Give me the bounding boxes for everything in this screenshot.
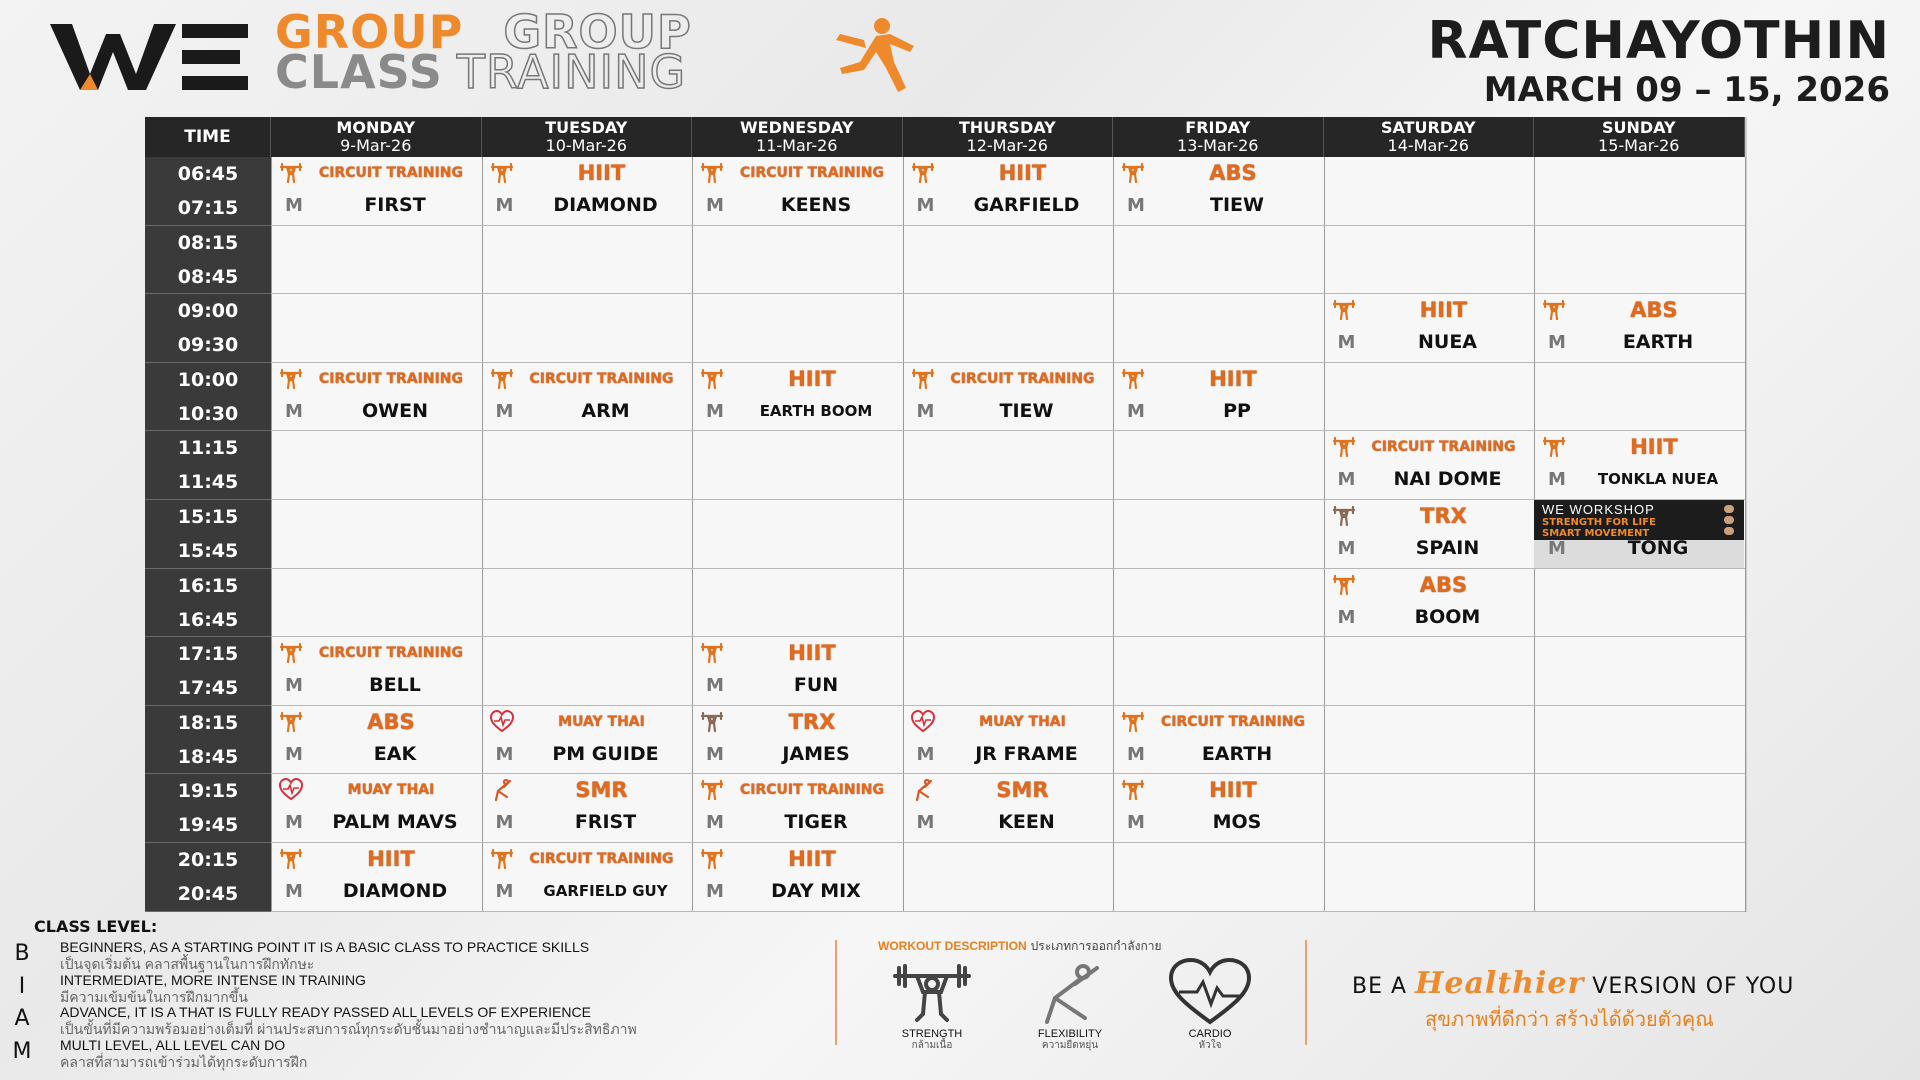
class-session[interactable] [1113, 363, 1323, 431]
class-session[interactable] [482, 363, 692, 431]
schedule-table [145, 117, 1747, 912]
class-session[interactable] [271, 706, 481, 774]
trainer-name: BELL [369, 674, 421, 697]
class-session[interactable] [1534, 294, 1744, 362]
grid-line [1745, 157, 1746, 912]
time-end: 16:45 [177, 608, 239, 631]
brand-title: GROUP GROUP CLASS TRAINING [275, 5, 692, 99]
strength-icon [1332, 298, 1356, 322]
class-name: SMR [996, 778, 1049, 803]
class-session[interactable] [482, 706, 692, 774]
class-name: ABS [367, 709, 415, 734]
strength-icon [1121, 778, 1145, 802]
time-slot [145, 431, 271, 500]
class-name: CIRCUIT TRAINING [950, 370, 1095, 387]
day-header-friday [1113, 117, 1324, 157]
class-name: MUAY THAI [558, 713, 645, 730]
day-date: 12-Mar-26 [966, 136, 1048, 155]
day-date: 15-Mar-26 [1598, 136, 1680, 155]
day-date: 10-Mar-26 [545, 136, 627, 155]
trainer-name: FUN [793, 674, 839, 697]
flexibility-icon [1025, 958, 1115, 1028]
class-level: M [285, 675, 303, 697]
time-end: 18:45 [177, 745, 239, 768]
trainer-name: OWEN [362, 399, 428, 422]
class-session[interactable] [1113, 706, 1323, 774]
time-start: 06:45 [177, 163, 239, 185]
class-session[interactable] [271, 637, 481, 705]
class-session[interactable] [271, 774, 481, 842]
class-level: M [1127, 400, 1145, 422]
strength-icon [911, 161, 935, 185]
class-session[interactable] [692, 706, 902, 774]
trainer-name: EARTH [1622, 331, 1694, 354]
class-session[interactable] [903, 706, 1113, 774]
class-name: MUAY THAI [347, 782, 435, 799]
time-end: 10:30 [177, 402, 239, 425]
time-column [145, 157, 271, 912]
time-end: 09:30 [177, 334, 239, 357]
trainer-name: TIEW [1210, 194, 1264, 216]
strength-icon [1332, 573, 1356, 597]
day-name: MONDAY [336, 118, 416, 137]
trainer-name: PALM MAVS [332, 811, 458, 834]
cardio-icon [490, 710, 514, 734]
trainer-name: FRIST [574, 811, 637, 834]
trainer-name: BOOM [1414, 605, 1481, 628]
class-session[interactable] [1534, 431, 1744, 499]
class-name: HIIT [998, 161, 1047, 185]
class-level: M [1548, 538, 1566, 559]
divider [835, 940, 837, 1045]
class-session[interactable] [692, 843, 902, 911]
trainer-name: DAY MIX [771, 880, 861, 902]
strength-icon [1121, 710, 1145, 734]
time-end: 19:45 [177, 814, 239, 837]
class-name: HIIT [1419, 298, 1468, 323]
class-level: M [285, 881, 303, 902]
class-session[interactable] [1113, 774, 1323, 842]
strength-icon [279, 161, 303, 185]
time-end: 15:45 [177, 540, 239, 562]
time-end: 11:45 [177, 471, 239, 494]
trainer-name: GARFIELD [973, 194, 1080, 216]
time-end: 07:15 [177, 197, 239, 219]
day-date: 11-Mar-26 [756, 136, 838, 155]
trainer-name: PM GUIDE [552, 742, 659, 765]
class-name: CIRCUIT TRAINING [529, 851, 674, 867]
cardio-icon [279, 778, 303, 802]
workshop-banner [1534, 500, 1744, 540]
trainer-name: SPAIN [1415, 537, 1480, 559]
class-name: HIIT [367, 847, 415, 871]
class-session[interactable] [1534, 500, 1744, 568]
class-level: M [1337, 469, 1356, 491]
time-start: 20:15 [177, 849, 239, 871]
class-level: M [495, 812, 514, 834]
time-start: 11:15 [177, 437, 239, 460]
class-name: HIIT [788, 847, 836, 871]
class-session[interactable] [903, 774, 1113, 842]
class-level: M [706, 195, 724, 216]
trainer-name: TONG [1627, 537, 1689, 559]
time-slot [145, 774, 271, 843]
trainer-name: NAI DOME [1393, 468, 1502, 491]
day-name: FRIDAY [1185, 118, 1251, 137]
class-session[interactable] [271, 157, 481, 225]
time-end: 08:45 [177, 265, 239, 288]
cardio-icon [911, 710, 935, 734]
cardio-label: CARDIO หัวใจ [1188, 1028, 1232, 1051]
class-session[interactable] [1324, 431, 1534, 499]
class-name: CIRCUIT TRAINING [318, 165, 464, 181]
time-start: 17:15 [177, 643, 239, 666]
day-header-tuesday [482, 117, 693, 157]
workshop-title: WE WORKSHOP [1542, 502, 1655, 517]
class-name: CIRCUIT TRAINING [318, 370, 464, 387]
class-level: M [706, 743, 724, 765]
workshop-subtitle: STRENGTH FOR LIFE SMART MOVEMENT [1542, 517, 1656, 539]
trainer-name: FIRST [364, 194, 426, 216]
strength-icon [279, 367, 303, 391]
class-name: CIRCUIT TRAINING [739, 782, 885, 799]
time-start: 16:15 [177, 574, 239, 597]
trainer-name: PP [1223, 399, 1251, 422]
time-start: 15:15 [177, 506, 239, 528]
day-header-sunday [1534, 117, 1745, 157]
class-name: ABS [1419, 572, 1468, 597]
class-level: M [706, 812, 724, 834]
day-name: WEDNESDAY [740, 118, 854, 137]
day-name: THURSDAY [958, 118, 1056, 137]
strength-icon [700, 847, 724, 871]
class-level: M [1337, 538, 1356, 559]
class-session[interactable] [692, 637, 902, 705]
strength-icon [490, 847, 514, 871]
trainer-name: EAK [373, 742, 417, 765]
class-session[interactable] [482, 843, 692, 911]
class-name: CIRCUIT TRAINING [318, 645, 464, 662]
strength-icon [887, 958, 977, 1028]
class-session[interactable] [1324, 294, 1534, 362]
strength-icon [1542, 435, 1566, 459]
class-level: M [1127, 812, 1145, 834]
time-slot [145, 843, 271, 912]
time-start: 08:15 [177, 231, 239, 254]
class-level: M [285, 812, 303, 834]
trainer-name: MOS [1212, 811, 1262, 834]
strength-icon [1121, 367, 1145, 391]
class-level: M [495, 743, 514, 765]
time-slot [145, 226, 271, 295]
class-level-title: CLASS LEVEL: [34, 917, 158, 936]
class-level: M [495, 400, 514, 422]
class-name: HIIT [1209, 778, 1257, 803]
trainer-name: KEENS [780, 194, 852, 216]
flexibility-icon [911, 778, 935, 802]
class-session[interactable] [903, 157, 1113, 225]
strength-icon [490, 367, 514, 391]
tagline: BE A Healthier VERSION OF YOU [1352, 966, 1795, 1001]
class-name: ABS [1630, 298, 1678, 323]
class-level: M [706, 675, 724, 697]
class-level: M [285, 400, 303, 422]
class-session[interactable] [692, 774, 902, 842]
runner-icon [820, 16, 930, 96]
class-session[interactable] [271, 843, 481, 911]
time-slot [145, 637, 271, 706]
time-start: 19:15 [177, 780, 239, 803]
class-name: ABS [1209, 161, 1257, 185]
trx-icon [700, 710, 724, 734]
day-header-monday [271, 117, 482, 157]
strength-icon [700, 641, 724, 665]
time-start: 09:00 [177, 300, 239, 323]
strength-icon [700, 367, 724, 391]
class-level: M [916, 195, 935, 216]
tagline-thai: สุขภาพที่ดีกว่า สร้างได้ด้วยตัวคุณ [1425, 1009, 1714, 1031]
class-name: HIIT [788, 641, 836, 666]
flexibility-icon [490, 778, 514, 802]
trainer-name: JAMES [782, 742, 850, 765]
time-header: TIME [145, 117, 271, 157]
branch-header [1427, 12, 1890, 110]
class-level: M [495, 881, 514, 902]
trainer-name: JR FRAME [975, 742, 1078, 765]
class-session[interactable] [1324, 569, 1534, 637]
day-header-saturday [1324, 117, 1535, 157]
flexibility-label: FLEXIBILITY ความยืดหยุ่น [1037, 1028, 1103, 1051]
class-name: TRX [1420, 504, 1467, 528]
date-range: MARCH 09 – 15, 2026 [1483, 70, 1890, 110]
class-level: M [1548, 332, 1566, 354]
time-slot [145, 569, 271, 638]
class-name: CIRCUIT TRAINING [529, 370, 674, 387]
class-level: M [1127, 743, 1145, 765]
trainer-name: KEEN [998, 811, 1055, 834]
class-session[interactable] [692, 157, 902, 225]
trainer-name: TIGER [784, 811, 848, 834]
day-date: 14-Mar-26 [1387, 136, 1469, 155]
time-slot [145, 157, 271, 226]
time-slot [145, 706, 271, 775]
class-level: M [1337, 606, 1356, 628]
strength-icon [911, 367, 935, 391]
time-slot [145, 363, 271, 432]
trainer-name: EARTH [1201, 742, 1273, 765]
time-end: 20:45 [177, 883, 239, 905]
trainer-name: TIEW [999, 399, 1054, 422]
strength-icon [279, 710, 303, 734]
trainer-name: NUEA [1417, 331, 1477, 354]
class-session[interactable] [482, 774, 692, 842]
trainer-name: GARFIELD GUY [543, 882, 668, 900]
class-level: M [285, 743, 303, 765]
class-level: M [916, 400, 935, 422]
class-name: CIRCUIT TRAINING [1160, 713, 1306, 730]
class-level: M [916, 743, 935, 765]
trainer-name: DIAMOND [342, 880, 448, 902]
class-level: M [706, 881, 724, 902]
class-level: M [285, 195, 303, 216]
class-name: SMR [575, 778, 628, 803]
time-start: 10:00 [177, 368, 239, 391]
class-name: CIRCUIT TRAINING [739, 165, 885, 181]
trainer-name: DIAMOND [553, 194, 658, 216]
class-name: CIRCUIT TRAINING [1371, 439, 1516, 456]
strength-label: STRENGTH กล้ามเนื้อ [901, 1028, 963, 1051]
cardio-icon [1165, 958, 1255, 1028]
day-name: TUESDAY [545, 118, 628, 137]
we-logo [50, 18, 250, 96]
class-name: TRX [788, 709, 836, 734]
trainer-name: ARM [581, 399, 630, 422]
class-name: HIIT [1630, 435, 1678, 460]
strength-icon [1121, 161, 1145, 185]
class-session[interactable] [482, 157, 692, 225]
class-name: HIIT [577, 161, 626, 185]
strength-icon [700, 161, 724, 185]
workout-description-title: WORKOUT DESCRIPTION ประเภทการออกกำลังกาย [878, 939, 1162, 953]
time-end: 17:45 [177, 677, 239, 700]
class-level: M [495, 195, 514, 216]
class-level: M [916, 812, 935, 834]
strength-icon [1332, 435, 1356, 459]
day-name: SATURDAY [1380, 118, 1476, 137]
day-date: 9-Mar-26 [340, 136, 412, 155]
class-level: M [1548, 469, 1566, 491]
day-header-wednesday [692, 117, 903, 157]
strength-icon [279, 847, 303, 871]
time-start: 18:15 [177, 711, 239, 734]
class-name: HIIT [1209, 366, 1257, 391]
class-name: HIIT [788, 366, 836, 391]
day-date: 13-Mar-26 [1177, 136, 1259, 155]
class-session[interactable] [903, 363, 1113, 431]
class-session[interactable] [271, 363, 481, 431]
class-level: M [1337, 332, 1356, 354]
class-session[interactable] [1113, 157, 1323, 225]
branch-name: RATCHAYOTHIN [1427, 11, 1890, 71]
day-header-thursday [903, 117, 1114, 157]
divider [1305, 940, 1307, 1045]
strength-icon [700, 778, 724, 802]
strength-icon [490, 161, 514, 185]
class-session[interactable] [692, 363, 902, 431]
strength-icon [1542, 298, 1566, 322]
class-level: M [1127, 195, 1145, 216]
strength-icon [279, 641, 303, 665]
trainer-name: EARTH BOOM [759, 401, 873, 420]
trainer-name: TONKLA NUEA [1597, 470, 1719, 489]
time-slot [145, 500, 271, 569]
time-slot [145, 294, 271, 363]
class-session[interactable] [1324, 500, 1534, 568]
workshop-badges [1724, 505, 1738, 538]
day-name: SUNDAY [1601, 118, 1676, 137]
class-level: M [706, 400, 724, 422]
trx-icon [1332, 504, 1356, 528]
class-name: MUAY THAI [979, 713, 1066, 730]
